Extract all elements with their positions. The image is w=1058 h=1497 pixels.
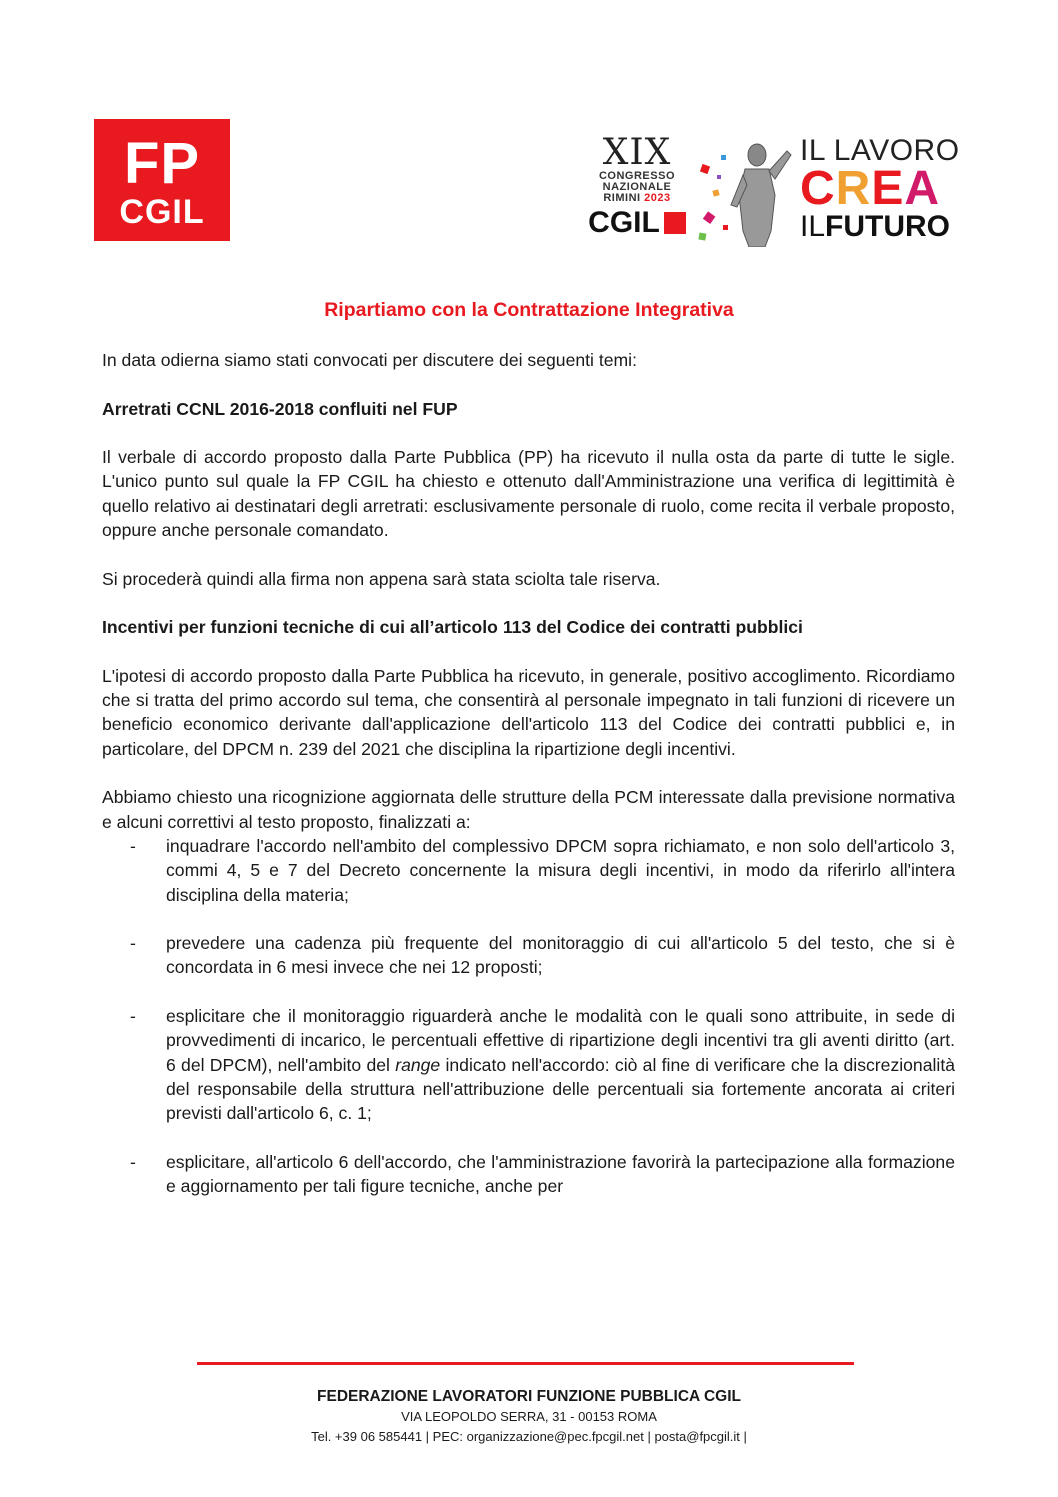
congress-city-year: [587, 193, 687, 204]
bullet-dash: -: [130, 1151, 136, 1172]
slogan-il-futuro: [800, 211, 985, 243]
list-item: [102, 1150, 955, 1199]
requests-list: [102, 834, 955, 1198]
bullet-dash: -: [130, 1006, 136, 1027]
range-term: range: [395, 1054, 441, 1075]
list-item-text: prevedere una cadenza più frequente del monitoraggio di cui all'articolo 5 del testo, che si è concordata in 6 mesi invece che nei 12 proposti;: [166, 933, 955, 978]
logo-cgil-text: CGIL: [119, 193, 205, 231]
congress-line-1: CONGRESSO: [598, 170, 675, 182]
statue-illustration: [695, 135, 795, 247]
section-2-heading: Incentivi per funzioni tecniche di cui all’articolo 113 del Codice dei contratti pubblici: [102, 617, 803, 638]
footer-organization: FEDERAZIONE LAVORATORI FUNZIONE PUBBLICA CGIL: [317, 1388, 741, 1405]
congress-year: 2023: [644, 192, 671, 204]
list-item-text: esplicitare, all'articolo 6 dell'accordo, che l'amministrazione favorirà la partecipazione alla formazione e aggiornamento per tali figure tecniche, anche per: [166, 1151, 955, 1197]
list-item-text: inquadrare l'accordo nell'ambito del complessivo DPCM sopra richiamato, e non solo dell'articolo 3, commi 4, 5 e 7 del Decreto concernente la misura degli incentivi, in modo da riferirlo all'intera disciplina della materia;: [166, 835, 955, 905]
congress-city: RIMINI: [603, 192, 641, 204]
list-item: [102, 931, 955, 980]
document-title: Ripartiamo con la Contrattazione Integrativa: [324, 299, 734, 321]
footer-contact: Tel. +39 06 585441 | PEC: organizzazione@pec.fpcgil.net | posta@fpcgil.it |: [311, 1429, 747, 1444]
congress-slogan: [800, 135, 985, 243]
bullet-dash: -: [130, 933, 136, 954]
section-2-paragraph-2: Abbiamo chiesto una ricognizione aggiornata delle strutture della PCM interessate dalla previsione normativa e alcuni correttivi al testo proposto, finalizzati a:: [102, 787, 955, 832]
congress-line-2: NAZIONALE: [602, 181, 672, 193]
section-1-heading: Arretrati CCNL 2016-2018 confluiti nel FUP: [102, 398, 458, 419]
footer-address: VIA LEOPOLDO SERRA, 31 - 00153 ROMA: [401, 1409, 657, 1424]
footer: [0, 1387, 1058, 1447]
logo-fp-text: FP: [123, 131, 201, 196]
list-item: [102, 1004, 955, 1125]
congress-cgil: [587, 208, 687, 238]
bullet-dash: -: [130, 835, 136, 856]
list-item-text: [166, 1006, 955, 1123]
slogan-futuro: FUTURO: [825, 210, 951, 243]
slogan-il-lavoro: IL LAVORO: [800, 134, 960, 167]
document-body: [102, 348, 955, 1198]
fp-cgil-logo: [94, 119, 230, 241]
slogan-il: IL: [800, 210, 826, 243]
section-2-paragraph-1: L'ipotesi di accordo proposto dalla Parte Pubblica ha ricevuto, in generale, positivo accoglimento. Ricordiamo che si tratta del primo accordo sul tema, che consentirà al personale impegnato in tali funzioni di ricevere un beneficio economico derivante dall'applicazione dell'articolo 113 del Codice dei contratti pubblici e, in particolare, del DPCM n. 239 del 2021 che disciplina la ripartizione degli incentivi.: [102, 665, 955, 759]
congress-roman-numeral: XIX: [602, 132, 672, 173]
section-1-paragraph-2: Si procederà quindi alla firma non appena sarà stata sciolta tale riserva.: [102, 568, 661, 589]
congress-logo: [587, 132, 982, 247]
slogan-crea: CREA: [800, 162, 941, 215]
congress-cgil-text: CGIL: [588, 206, 660, 239]
list-item-text-part: indicato nell'accordo: ciò al fine di verificare che la discrezionalità del responsabile della struttura nell'attribuzione delle percentuali sia fortemente ancorata ai criteri previsti dall'articolo 6, c. 1;: [166, 1054, 955, 1124]
intro-paragraph: In data odierna siamo stati convocati per discutere dei seguenti temi:: [102, 350, 637, 370]
list-item: [102, 834, 955, 907]
congress-logo-left: [587, 132, 687, 239]
section-1-paragraph-1: Il verbale di accordo proposto dalla Parte Pubblica (PP) ha ricevuto il nulla osta da parte di tutte le sigle. L'unico punto sul quale la FP CGIL ha chiesto e ottenuto dall'Amministrazione una verifica di legittimità è quello relativo ai destinatari degli arretrati: esclusivamente personale di ruolo, come recita il verbale proposto, oppure anche personale comandato.: [102, 447, 955, 541]
red-square-icon: [664, 212, 686, 234]
list-item-text-part: esplicitare che il monitoraggio riguarderà anche le modalità con le quali sono attribuite, in sede di provvedimenti di incarico, le percentuali effettive di ripartizione degli incentivi tra gli aventi diritto (art. 6 del DPCM), nell'ambito del: [166, 1006, 955, 1075]
footer-divider: [197, 1362, 854, 1365]
